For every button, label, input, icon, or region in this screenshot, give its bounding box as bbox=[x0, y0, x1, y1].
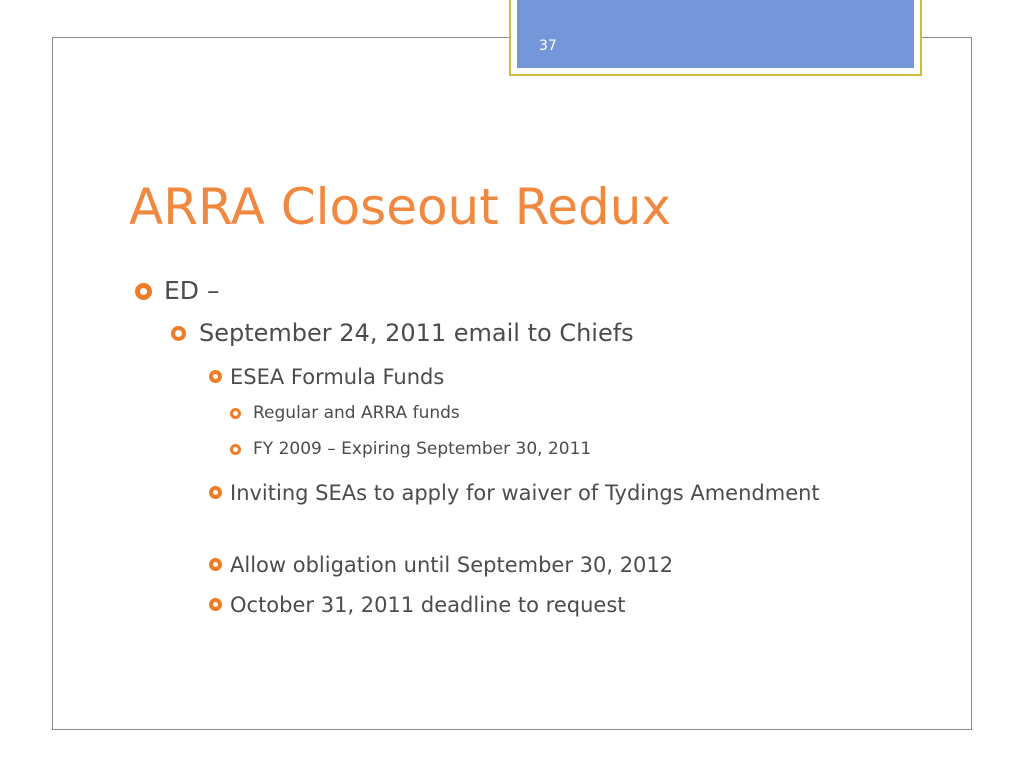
bullet-item-level3 bbox=[209, 549, 673, 581]
bullet-item-level3 bbox=[209, 589, 626, 621]
bullet-text: Regular and ARRA funds bbox=[253, 403, 460, 423]
bullet-text: Allow obligation until September 30, 2012 bbox=[230, 553, 674, 577]
bullet-item-level4 bbox=[230, 401, 460, 425]
bullet-text: ESEA Formula Funds bbox=[230, 365, 445, 389]
bullet-text: ED – bbox=[164, 276, 220, 305]
page-number: 37 bbox=[539, 38, 557, 54]
bullet-icon bbox=[209, 558, 222, 571]
bullet-icon bbox=[209, 598, 222, 611]
bullet-item-level1 bbox=[135, 276, 220, 306]
bullet-text: Inviting SEAs to apply for waiver of Tydings Amendment bbox=[230, 481, 820, 505]
bullet-text: FY 2009 – Expiring September 30, 2011 bbox=[253, 439, 592, 459]
bullet-icon bbox=[230, 408, 241, 419]
bullet-item-level3 bbox=[209, 477, 830, 509]
bullet-icon bbox=[171, 326, 186, 341]
slide-title: ARRA Closeout Redux bbox=[129, 178, 672, 236]
bullet-icon bbox=[135, 283, 152, 300]
bullet-icon bbox=[209, 370, 222, 383]
bullet-item-level4 bbox=[230, 437, 591, 461]
bullet-item-level2 bbox=[171, 318, 634, 348]
page-number-tab-fill bbox=[517, 0, 914, 68]
bullet-item-level3 bbox=[209, 361, 444, 393]
bullet-text: October 31, 2011 deadline to request bbox=[230, 593, 626, 617]
page-number-tab bbox=[509, 0, 922, 76]
bullet-icon bbox=[230, 444, 241, 455]
bullet-text: September 24, 2011 email to Chiefs bbox=[199, 319, 634, 347]
bullet-icon bbox=[209, 486, 222, 499]
slide-frame bbox=[52, 37, 972, 730]
